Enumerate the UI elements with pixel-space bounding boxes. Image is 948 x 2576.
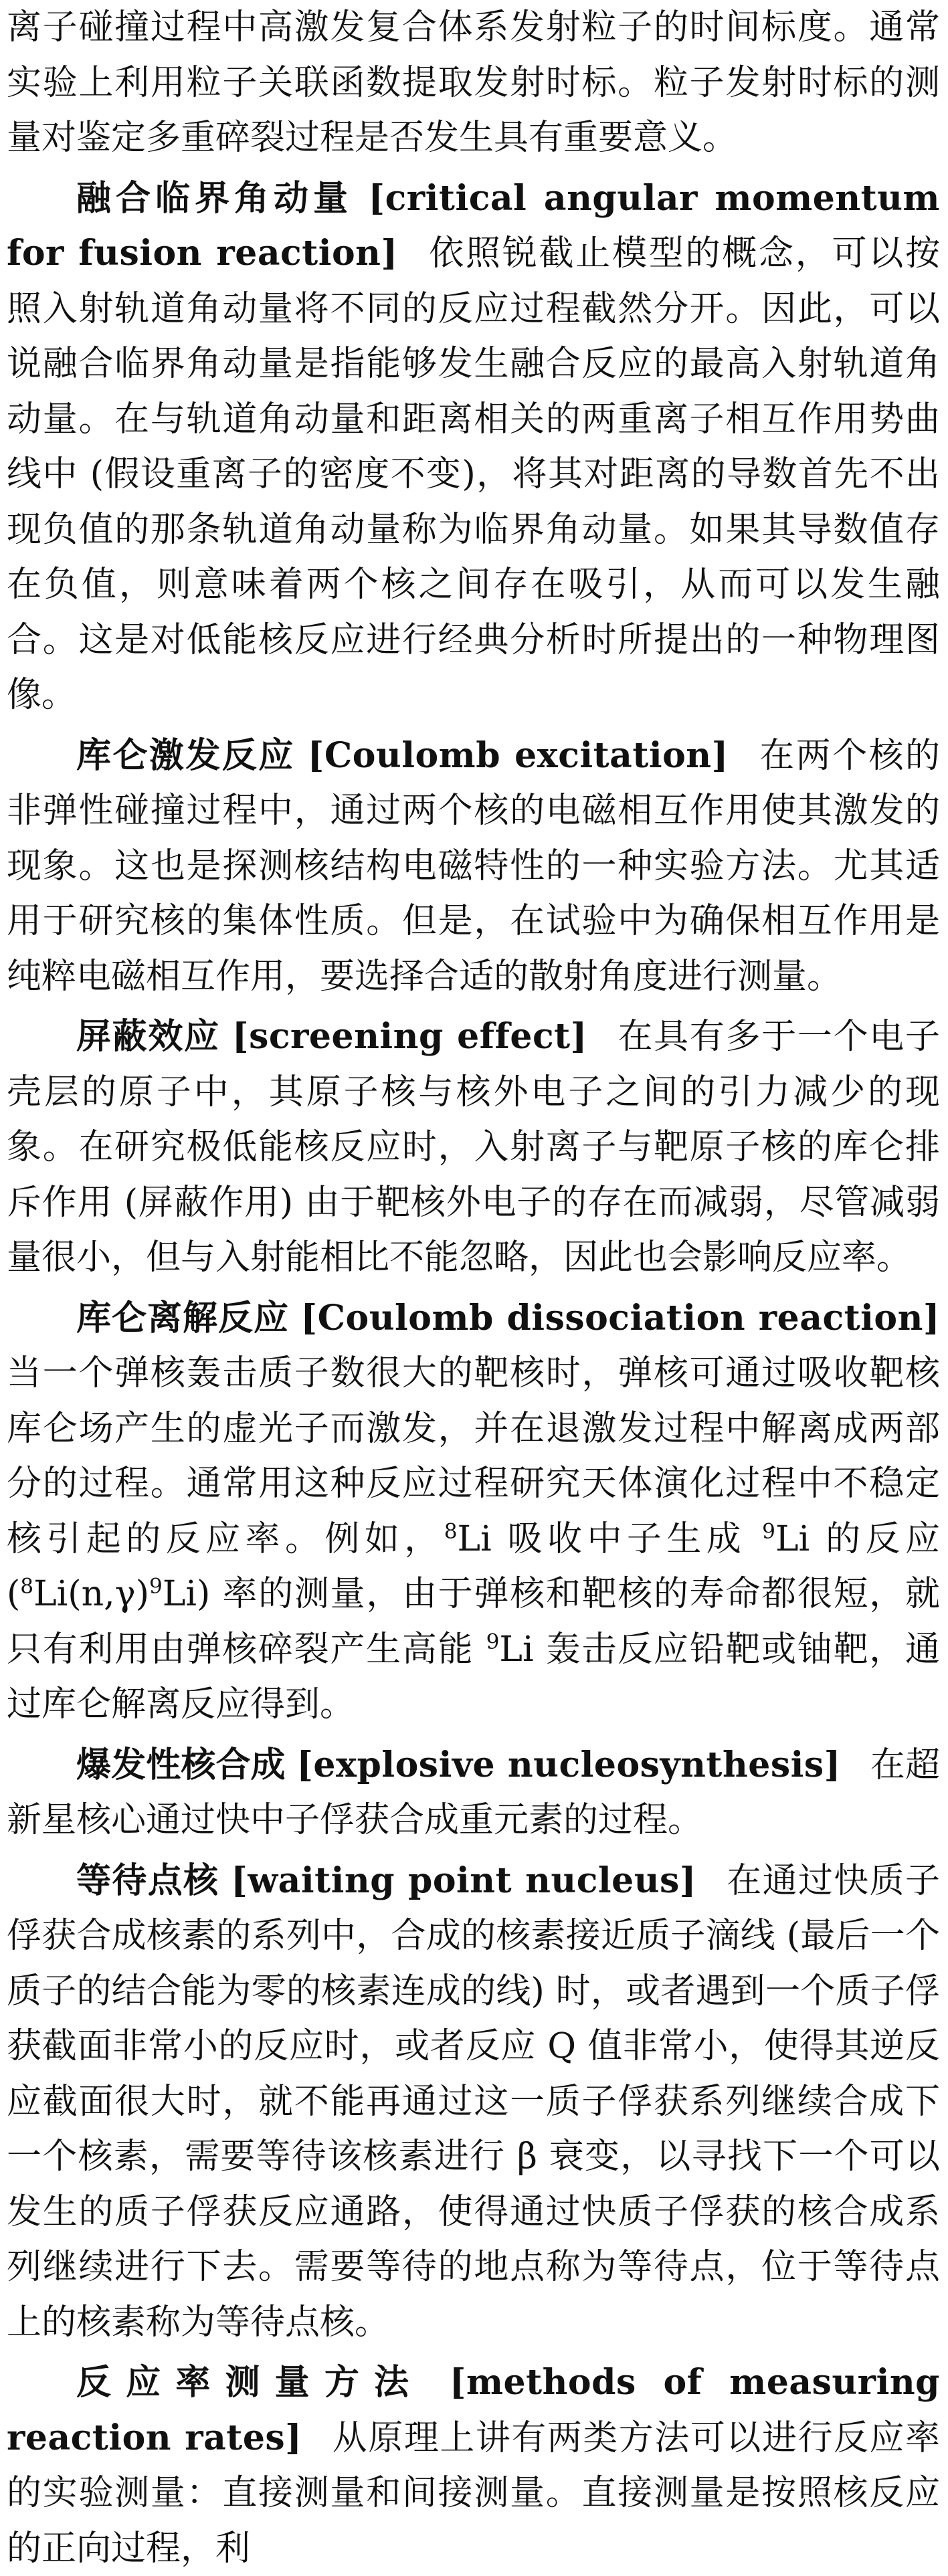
entry-coulomb-dissociation: [7, 1291, 940, 1732]
entry-screening-effect: [7, 1009, 940, 1286]
entry-term-en: [waiting point nucleus]: [231, 1860, 696, 1901]
intro-text: 离子碰撞过程中高激发复合体系发射粒子的时间标度。通常实验上利用粒子关联函数提取发射时标。粒子发射时标的测量对鉴定多重碎裂过程是否发生具有重要意义。: [7, 7, 940, 158]
entry-body-part: Li 的反应 (: [7, 1518, 940, 1614]
entry-term-zh: 融合临界角动量: [76, 178, 353, 219]
entry-body-part: Li(n,γ): [33, 1574, 149, 1614]
superscript-mass-number: 9: [149, 1574, 163, 1599]
entry-body-part: Li 轰击反应铅靶或铀靶，通过库仑解离反应得到。: [7, 1629, 940, 1724]
entry-waiting-point-nucleus: [7, 1854, 940, 2351]
superscript-mass-number: 9: [762, 1519, 775, 1544]
entry-term-en: [Coulomb excitation]: [307, 734, 729, 776]
superscript-mass-number: 9: [486, 1629, 500, 1654]
entry-body: 在两个核的非弹性碰撞过程中，通过两个核的电磁相互作用使其激发的现象。这也是探测核结构电磁特性的一种实验方法。尤其适用于研究核的集体性质。但是，在试验中为确保相互作用是纯粹电磁相互作用，要选择合适的散射角度进行测量。: [7, 735, 940, 997]
entry-body-part: 当一个弹核轰击质子数很大的靶核时，弹核可通过吸收靶核库仑场产生的虚光子而激发，并在退激发过程中解离成两部分的过程。通常用这种反应过程研究天体演化过程中不稳定核引起的反应率。例如，: [7, 1353, 940, 1559]
entry-term-en: [screening effect]: [231, 1016, 587, 1057]
entry-body-part: Li 吸收中子生成: [457, 1518, 763, 1559]
entry-term-zh: 反应率测量方法: [76, 2363, 424, 2403]
entry-term-en: [explosive nucleosynthesis]: [296, 1744, 841, 1785]
superscript-mass-number: 8: [20, 1574, 34, 1599]
entry-term-zh: 库仑离解反应: [76, 1298, 290, 1339]
entry-term-zh: 爆发性核合成: [76, 1745, 286, 1785]
entry-body: 在通过快质子俘获合成核素的系列中，合成的核素接近质子滴线 (最后一个质子的结合能为零的核素连成的线) 时，或者遇到一个质子俘获截面非常小的反应时，或者反应 Q 值非常小，使得其逆反应截面很大时，就不能再通过这一质子俘获系列继续合成下一个核素，需要等待该核素进行 β 衰变，以寻找下一个可以发生的质子俘获反应通路，使得通过快质子俘获的核合成系列继续进行下去。需要等待的地点称为等待点，位于等待点上的核素称为等待点核。: [7, 1860, 940, 2343]
superscript-mass-number: 8: [444, 1519, 458, 1544]
entry-coulomb-excitation: [7, 728, 940, 1005]
entry-body-part: Li) 率的测量，由于弹核和靶核的寿命都很短，就只有利用由弹核碎裂产生高能: [7, 1574, 940, 1670]
entry-term-en: [critical angular momentum for fusion reaction]: [7, 177, 940, 274]
entry-body: 在具有多于一个电子壳层的原子中，其原子核与核外电子之间的引力减少的现象。在研究极低能核反应时，入射离子与靶原子核的库仑排斥作用 (屏蔽作用) 由于靶核外电子的存在而减弱，尽管减弱量很小，但与入射能相比不能忽略，因此也会影响反应率。: [7, 1017, 940, 1278]
entry-body: 在超新星核心通过快中子俘获合成重元素的过程。: [7, 1745, 940, 1840]
entry-term-en: [methods of measuring reaction rates]: [7, 2362, 940, 2458]
entry-body: 从原理上讲有两类方法可以进行反应率的实验测量：直接测量和间接测量。直接测量是按照核反应的正向过程，利: [7, 2417, 940, 2569]
entry-reaction-rate-methods: [7, 2355, 940, 2576]
entry-critical-angular-momentum: [7, 171, 940, 723]
entry-body: 依照锐截止模型的概念，可以按照入射轨道角动量将不同的反应过程截然分开。因此，可以说融合临界角动量是指能够发生融合反应的最高入射轨道角动量。在与轨道角动量和距离相关的两重离子相互作用势曲线中 (假设重离子的密度不变)，将其对距离的导数首先不出现负值的那条轨道角动量称为临界角动量。如果其导数值存在负值，则意味着两个核之间存在吸引，从而可以发生融合。这是对低能核反应进行经典分析时所提出的一种物理图像。: [7, 233, 940, 715]
entry-term-en: [Coulomb dissociation reaction]: [300, 1297, 940, 1339]
entry-term-zh: 等待点核: [76, 1860, 219, 1901]
entry-term-zh: 库仑激发反应: [76, 735, 295, 776]
intro-paragraph: [7, 0, 940, 166]
entry-explosive-nucleosynthesis: [7, 1738, 940, 1848]
entry-term-zh: 屏蔽效应: [76, 1017, 220, 1057]
